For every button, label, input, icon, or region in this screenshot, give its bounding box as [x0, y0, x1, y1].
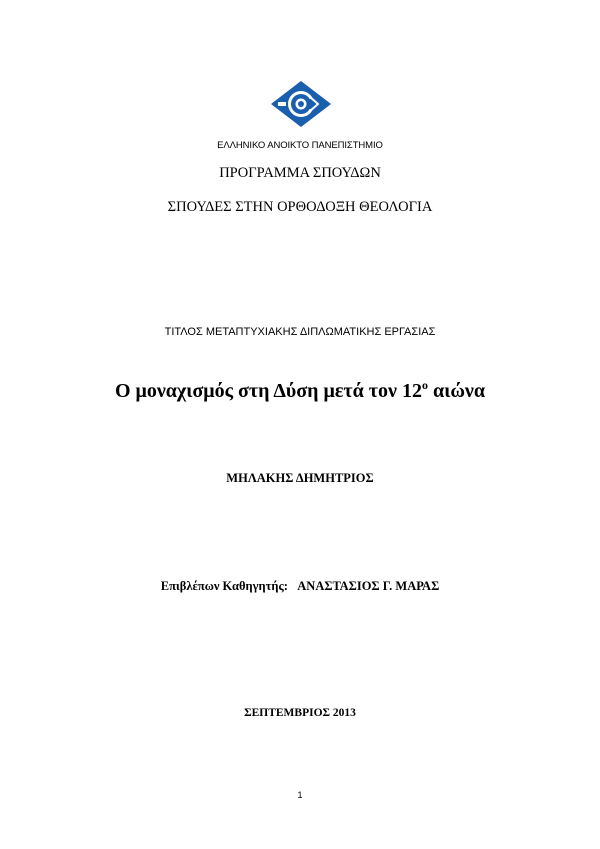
thesis-title-superscript: ο — [421, 378, 428, 392]
supervisor-name: ΑΝΑΣΤΑΣΙΟΣ Γ. ΜΑΡΑΣ — [297, 579, 440, 593]
thesis-label: ΤΙΤΛΟΣ ΜΕΤΑΠΤΥΧΙΑΚΗΣ ΔΙΠΛΩΜΑΤΙΚΗΣ ΕΡΓΑΣΙΑΣ — [164, 326, 436, 338]
submission-date: ΣΕΠΤΕΜΒΡΙΟΣ 2013 — [244, 707, 356, 719]
eap-logo-icon — [270, 80, 332, 128]
supervisor-line — [0, 579, 600, 594]
studies-title: ΣΠΟΥΔΕΣ ΣΤΗΝ ΟΡΘΟΔΟΞΗ ΘΕΟΛΟΓΙΑ — [167, 199, 433, 215]
university-name: ΕΛΛΗΝΙΚΟ ΑΝΟΙΚΤΟ ΠΑΝΕΠΙΣΤΗΜΙΟ — [217, 140, 383, 151]
supervisor-label: Επιβλέπων Καθηγητής: — [160, 579, 288, 593]
thesis-title-main: Ο μοναχισμός στη Δύση μετά τον 12 — [114, 380, 422, 402]
program-title: ΠΡΟΓΡΑΜΜΑ ΣΠΟΥΔΩΝ — [219, 165, 381, 181]
page-number: 1 — [297, 790, 303, 800]
thesis-title — [0, 380, 600, 403]
author-name: ΜΗΛΑΚΗΣ ΔΗΜΗΤΡΙΟΣ — [226, 471, 374, 485]
thesis-title-end: αιώνα — [427, 380, 486, 402]
